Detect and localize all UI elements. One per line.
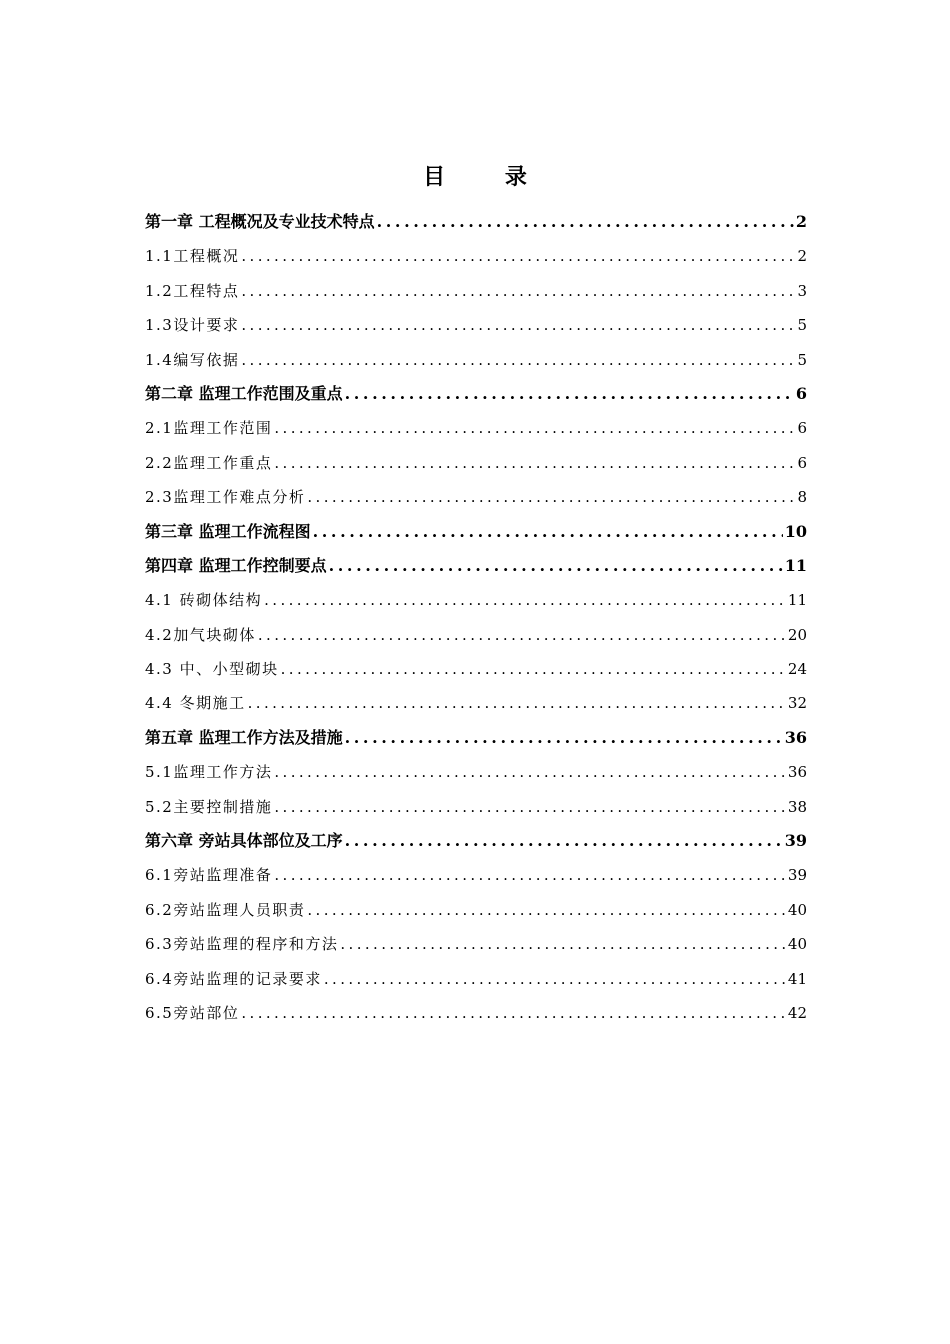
toc-entry-label: 5.2主要控制措施	[145, 797, 273, 816]
toc-dot-leader	[313, 515, 783, 549]
toc-page-number: 39	[787, 866, 807, 885]
toc-entry-label: 2.2监理工作重点	[145, 453, 273, 472]
toc-entry-label: 第五章 监理工作方法及措施	[145, 727, 343, 747]
toc-entry-label: 5.1监理工作方法	[145, 763, 273, 782]
toc-entry-label: 4.3 中、小型砌块	[145, 660, 279, 679]
toc-dot-leader	[307, 893, 786, 927]
toc-page-number: 2	[795, 212, 807, 231]
toc-dot-leader	[307, 480, 795, 514]
toc-dot-leader	[324, 962, 786, 996]
toc-page-number: 39	[784, 831, 807, 851]
toc-page-number: 11	[787, 591, 807, 610]
toc-entry-label: 第一章 工程概况及专业技术特点	[145, 212, 375, 231]
toc-dot-leader	[241, 274, 795, 308]
toc-dot-leader	[345, 377, 794, 411]
toc-dot-leader	[274, 411, 795, 445]
toc-entry-label: 6.1旁站监理准备	[145, 866, 273, 885]
toc-entry-label: 4.2加气块砌体	[145, 625, 256, 644]
toc-chapter-entry[interactable]	[145, 721, 807, 755]
toc-entry-label: 第四章 监理工作控制要点	[145, 555, 327, 575]
toc-section-entry[interactable]	[145, 480, 807, 514]
toc-dot-leader	[241, 308, 795, 342]
toc-dot-leader	[264, 583, 786, 617]
toc-page-number: 2	[797, 247, 807, 266]
toc-section-entry[interactable]	[145, 686, 807, 720]
toc-section-entry[interactable]	[145, 927, 807, 961]
toc-dot-leader	[241, 343, 795, 377]
toc-dot-leader	[345, 721, 783, 755]
toc-entry-label: 第三章 监理工作流程图	[145, 521, 311, 541]
toc-page-number: 6	[795, 383, 807, 403]
toc-section-entry[interactable]	[145, 996, 807, 1030]
toc-dot-leader	[248, 686, 786, 720]
toc-dot-leader	[274, 790, 786, 824]
toc-entry-label: 6.5旁站部位	[145, 1003, 240, 1022]
toc-chapter-entry[interactable]	[145, 205, 807, 239]
toc-entry-label: 2.3监理工作难点分析	[145, 488, 306, 507]
toc-page-number: 38	[787, 797, 807, 816]
toc-page-number: 10	[784, 521, 807, 541]
toc-page-number: 40	[787, 935, 807, 954]
toc-title: 目 录	[423, 164, 553, 190]
toc-page-number: 5	[797, 316, 807, 335]
toc-entry-label: 1.4编写依据	[145, 350, 240, 369]
toc-list	[145, 205, 807, 1030]
toc-section-entry[interactable]	[145, 618, 807, 652]
toc-dot-leader	[241, 239, 795, 273]
toc-section-entry[interactable]	[145, 583, 807, 617]
toc-chapter-entry[interactable]	[145, 824, 807, 858]
toc-entry-label: 2.1监理工作范围	[145, 419, 273, 438]
toc-entry-label: 第二章 监理工作范围及重点	[145, 383, 343, 403]
toc-section-entry[interactable]	[145, 962, 807, 996]
toc-dot-leader	[274, 446, 795, 480]
toc-page-number: 11	[784, 555, 807, 575]
toc-entry-label: 6.4旁站监理的记录要求	[145, 969, 322, 988]
toc-page-number: 40	[787, 900, 807, 919]
toc-page-number: 6	[797, 453, 807, 472]
toc-dot-leader	[258, 618, 786, 652]
toc-dot-leader	[377, 205, 794, 239]
toc-page-number: 42	[787, 1003, 807, 1022]
toc-page-number: 41	[787, 969, 807, 988]
toc-page-number: 8	[797, 488, 807, 507]
toc-page-number: 36	[787, 763, 807, 782]
toc-page-number: 20	[787, 625, 807, 644]
toc-entry-label: 第六章 旁站具体部位及工序	[145, 831, 343, 851]
toc-entry-label: 4.4 冬期施工	[145, 694, 246, 713]
toc-chapter-entry[interactable]	[145, 515, 807, 549]
toc-entry-label: 1.3设计要求	[145, 316, 240, 335]
toc-section-entry[interactable]	[145, 755, 807, 789]
toc-dot-leader	[241, 996, 786, 1030]
toc-section-entry[interactable]	[145, 411, 807, 445]
toc-page-number: 24	[787, 660, 807, 679]
toc-dot-leader	[340, 927, 786, 961]
toc-entry-label: 1.1工程概况	[145, 247, 240, 266]
toc-entry-label: 6.2旁站监理人员职责	[145, 900, 306, 919]
toc-dot-leader	[329, 549, 783, 583]
toc-section-entry[interactable]	[145, 652, 807, 686]
toc-section-entry[interactable]	[145, 893, 807, 927]
toc-dot-leader	[281, 652, 786, 686]
toc-entry-label: 4.1 砖砌体结构	[145, 591, 263, 610]
toc-section-entry[interactable]	[145, 446, 807, 480]
toc-entry-label: 1.2工程特点	[145, 281, 240, 300]
toc-section-entry[interactable]	[145, 858, 807, 892]
toc-section-entry[interactable]	[145, 343, 807, 377]
toc-chapter-entry[interactable]	[145, 549, 807, 583]
toc-page-number: 5	[797, 350, 807, 369]
toc-section-entry[interactable]	[145, 790, 807, 824]
toc-chapter-entry[interactable]	[145, 377, 807, 411]
toc-page-number: 32	[787, 694, 807, 713]
toc-page-number: 36	[784, 727, 807, 747]
toc-dot-leader	[274, 755, 786, 789]
toc-page-number: 3	[797, 281, 807, 300]
toc-dot-leader	[345, 824, 783, 858]
toc-dot-leader	[274, 858, 786, 892]
toc-page-number: 6	[797, 419, 807, 438]
toc-section-entry[interactable]	[145, 239, 807, 273]
toc-entry-label: 6.3旁站监理的程序和方法	[145, 935, 339, 954]
toc-section-entry[interactable]	[145, 308, 807, 342]
toc-section-entry[interactable]	[145, 274, 807, 308]
